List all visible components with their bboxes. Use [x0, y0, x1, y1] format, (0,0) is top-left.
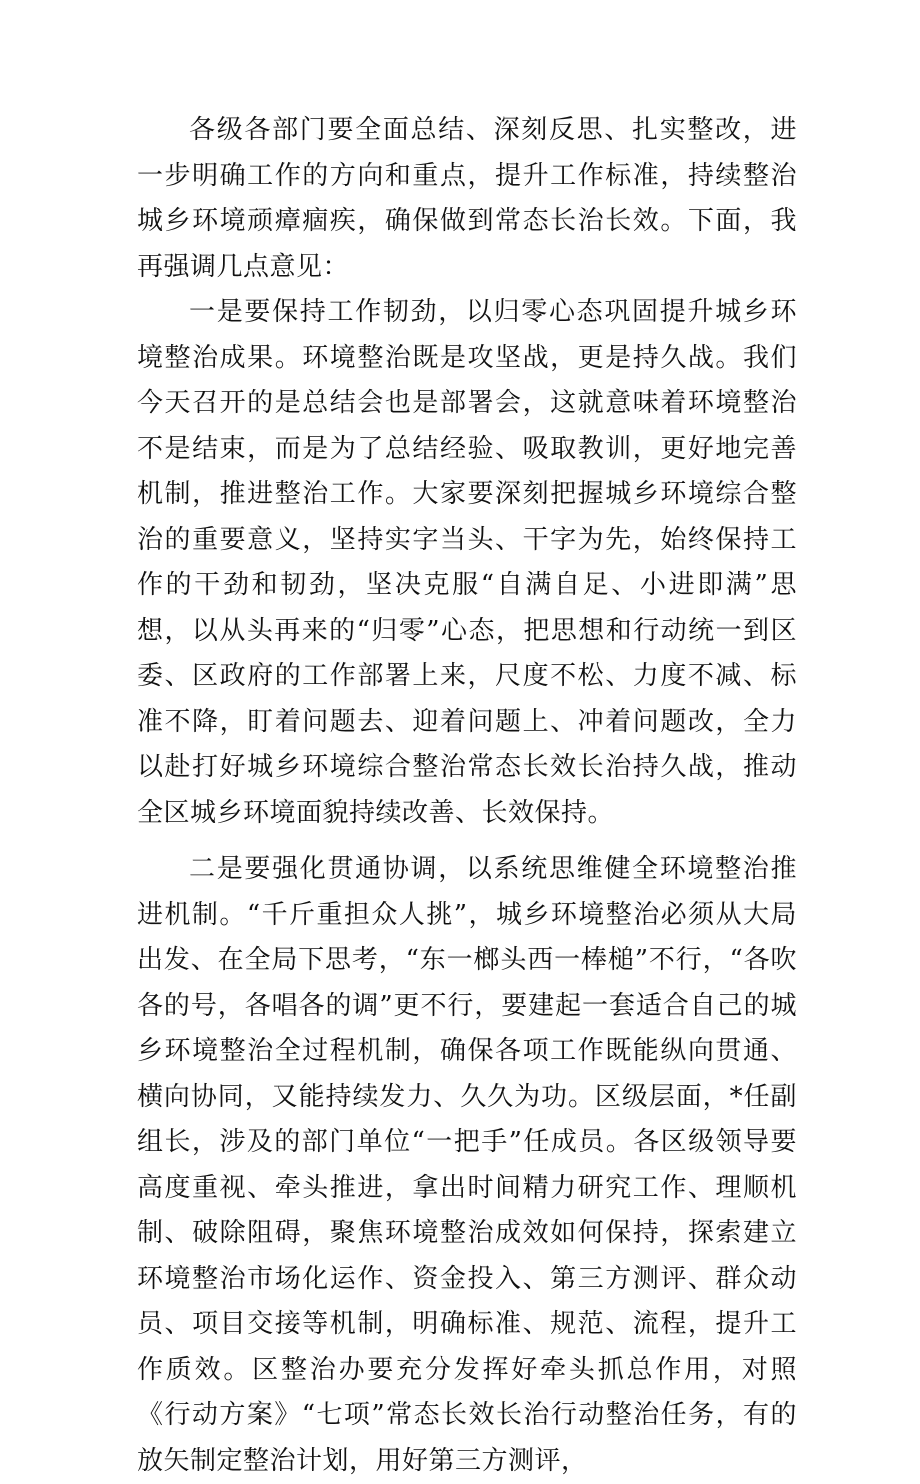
paragraph-point-one: 一是要保持工作韧劲，以归零心态巩固提升城乡环境整治成果。环境整治既是攻坚战，更是持久战。我们今天召开的是总结会也是部署会，这就意味着环境整治不是结束，而是为了总结经验、吸取教训，更好地完善机制，推进整治工作。大家要深刻把握城乡环境综合整治的重要意义，坚持实字当头、干字为先，始终保持工作的干劲和韧劲，坚决克服“自满自足、小进即满”思想，以从头再来的“归零”心态，把思想和行动统一到区委、区政府的工作部署上来，尺度不松、力度不减、标准不降，盯着问题去、迎着问题上、冲着问题改，全力以赴打好城乡环境综合整治常态长效长治持久战，推动全区城乡环境面貌持续改善、长效保持。 — [137, 297, 797, 828]
paragraph-point-two: 二是要强化贯通协调，以系统思维健全环境整治推进机制。“千斤重担众人挑”，城乡环境整治必须从大局出发、在全局下思考，“东一榔头西一棒槌”不行，“各吹各的号，各唱各的调”更不行，要建起一套适合自己的城乡环境整治全过程机制，确保各项工作既能纵向贯通、横向协同，又能持续发力、久久为功。区级层面，*任副组长，涉及的部门单位“一把手”任成员。各区级领导要高度重视、牵头推进，拿出时间精力研究工作、理顺机制、破除阻碍，聚焦环境整治成效如何保持，探索建立环境整治市场化运作、资金投入、第三方测评、群众动员、项目交接等机制，明确标准、规范、流程，提升工作质效。区整治办要充分发挥好牵头抓总作用，对照《行动方案》“七项”常态长效长治行动整治任务，有的放矢制定整治计划，用好第三方测评， — [137, 854, 797, 1476]
paragraph-intro: 各级各部门要全面总结、深刻反思、扎实整改，进一步明确工作的方向和重点，提升工作标准，持续整治城乡环境顽瘴痼疾，确保做到常态长治长效。下面，我再强调几点意见： — [137, 115, 797, 282]
document-body — [137, 108, 797, 1484]
